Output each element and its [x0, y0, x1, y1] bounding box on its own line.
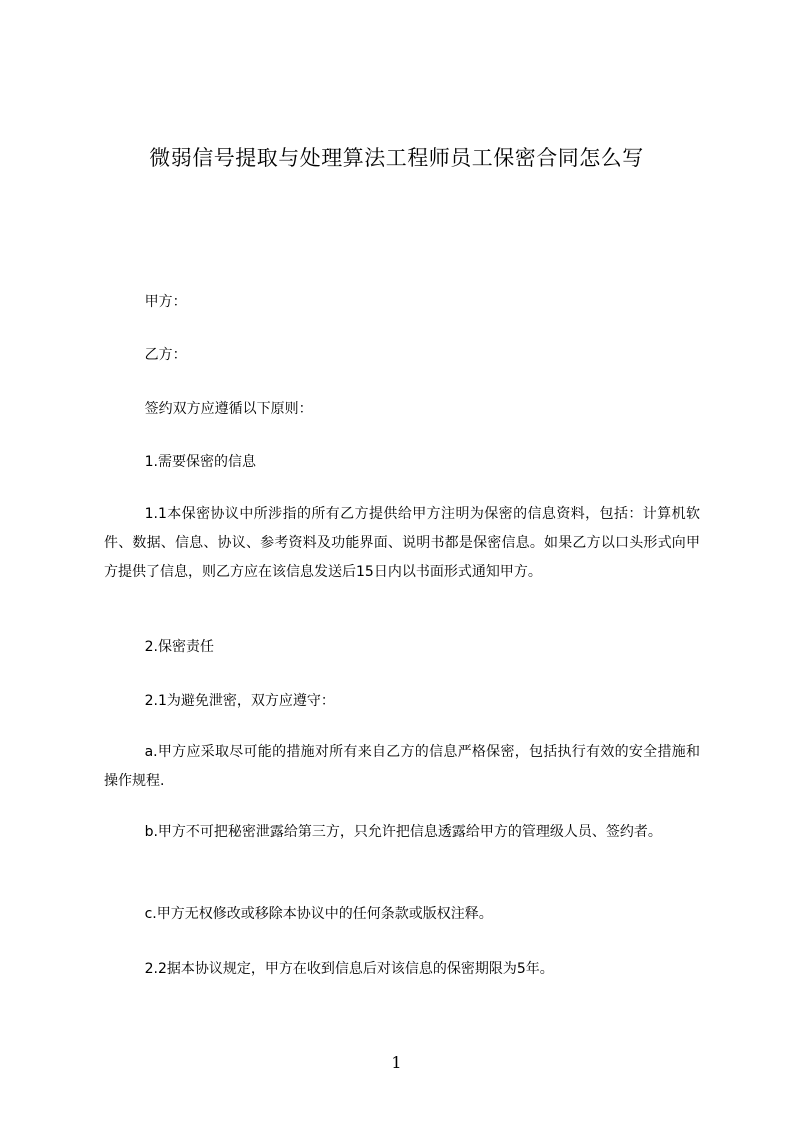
page-number: 1 — [391, 1053, 402, 1072]
document-title: 微弱信号提取与处理算法工程师员工保密合同怎么写 — [149, 146, 644, 170]
clause-2-1-c: c.甲方无权修改或移除本协议中的任何条款或版权注释。 — [144, 906, 493, 922]
clause-2-1-a: a.甲方应采取尽可能的措施对所有来自乙方的信息严格保密，包括执行有效的安全措施和操作规程. — [104, 744, 700, 789]
party-a-line: 甲方： — [144, 294, 187, 310]
clause-1-1: 1.1本保密协议中所涉指的所有乙方提供给甲方注明为保密的信息资料，包括：计算机软件、数据、信息、协议、参考资料及功能界面、说明书都是保密信息。如果乙方以口头形式向甲方提供了信息，则乙方应在该信息发送后15日内以书面形式通知甲方。 — [104, 506, 700, 580]
section-1-heading: 1.需要保密的信息 — [144, 454, 256, 470]
section-2-heading: 2.保密责任 — [144, 639, 214, 655]
party-b-line: 乙方： — [144, 347, 187, 363]
principles-intro: 签约双方应遵循以下原则： — [144, 401, 313, 417]
clause-2-2: 2.2据本协议规定，甲方在收到信息后对该信息的保密期限为5年。 — [144, 961, 554, 977]
clause-2-1: 2.1为避免泄密，双方应遵守： — [144, 693, 335, 709]
clause-2-1-b: b.甲方不可把秘密泄露给第三方，只允许把信息透露给甲方的管理级人员、签约者。 — [144, 824, 662, 840]
